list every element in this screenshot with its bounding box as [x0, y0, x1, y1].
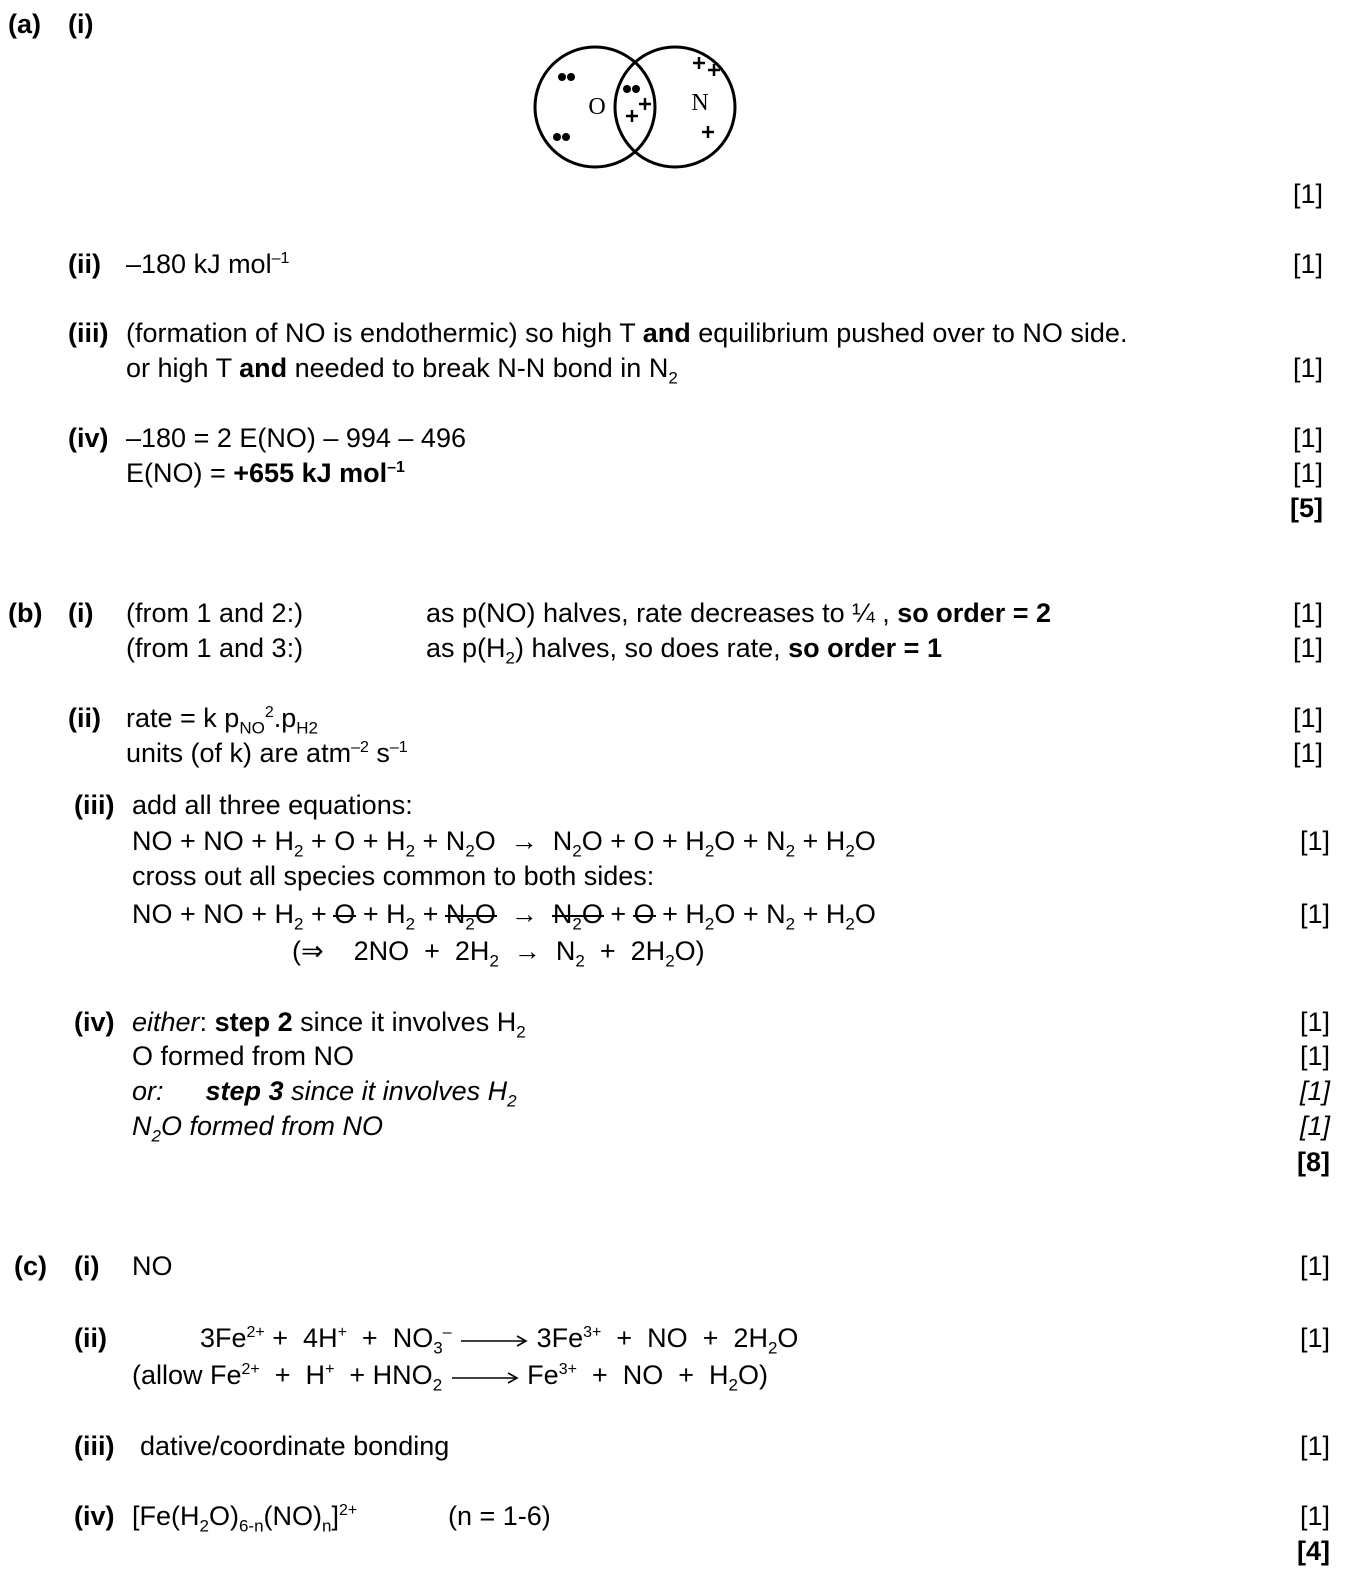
part-c-iv-mark: [1] [1299, 1501, 1330, 1531]
part-b-i-r2-source: (from 1 and 3:) [126, 633, 304, 663]
part-a-iv-line2: E(NO) = +655 kJ mol$^{-1}$ [126, 458, 405, 488]
part-b-iii-line3: cross out all species common to both sides: [132, 861, 655, 891]
part-c-iv-number: (iv) [74, 1501, 115, 1531]
part-a-ii-number: (ii) [68, 249, 101, 279]
part-b-i-r1-reason: as p(NO) halves, rate decreases to ¼ , so order = 2 [426, 598, 1052, 628]
part-a-ii-answer: –180 kJ mol$^{-1}$ [126, 249, 290, 279]
part-c-iii-answer: dative/coordinate bonding [140, 1431, 450, 1461]
part-c-ii-allow-equation: (allow $Fe^{2+} + H^+ + HNO_2$ $Fe^{3+}$ + NO + $H_2O$) [132, 1360, 768, 1395]
part-b-iv-line4: $N_2O$ formed from NO [132, 1111, 384, 1146]
part-a-ii-mark: [1] [1292, 249, 1323, 279]
nitrogen-symbol: N [691, 90, 709, 116]
part-b-iii-number: (iii) [74, 790, 115, 820]
part-c-iv-n-range: (n = 1-6) [448, 1501, 551, 1531]
part-b-total: [8] [1297, 1147, 1330, 1177]
part-c-iv-complex-formula: $[Fe(H_2O)_{6-n}(NO)_n]^{2+}$ [132, 1501, 358, 1536]
part-c-i-answer: NO [132, 1251, 173, 1281]
part-b-iii-cancelled-equation: NO + NO + $H_2 + O + H_2 + N_2O \to N_2O + O + H_2O + N_2 + H_2O$ [132, 899, 876, 934]
part-c-ii-equation: $3Fe^{2+} + 4H^+ + NO_3^-$ $3Fe^{3+}$ + NO + $2H_2O$ [200, 1323, 799, 1358]
part-a-iv-mark1: [1] [1292, 423, 1323, 453]
long-arrow-icon [450, 1361, 520, 1393]
part-c-i-number: (i) [74, 1251, 100, 1281]
part-a-iii-number: (iii) [68, 318, 109, 348]
part-b-iv-mark4: [1] [1299, 1111, 1330, 1141]
part-a-iv-number: (iv) [68, 423, 109, 453]
part-c-label: (c) [14, 1251, 47, 1281]
part-a-iv-line1: –180 = 2 E(NO) – 994 – 496 [126, 423, 466, 453]
part-a-i-number: (i) [68, 9, 94, 39]
part-b-iii-mark1: [1] [1299, 826, 1330, 856]
part-a-label: (a) [8, 9, 41, 39]
part-b-iii-sum-equation: NO + NO + $H_2 + O + H_2 + N_2O \to N_2O + O + H_2O + N_2 + H_2O$ [132, 826, 876, 861]
part-b-ii-number: (ii) [68, 703, 101, 733]
part-b-i-r2-reason: as $p(H_2)$ halves, so does rate, so order = 1 [426, 633, 942, 668]
oxygen-symbol: O [588, 94, 606, 120]
nitrogen-shell [615, 47, 735, 167]
part-b-i-mark2: [1] [1292, 633, 1323, 663]
part-b-i-mark1: [1] [1292, 598, 1323, 628]
part-b-iv-number: (iv) [74, 1007, 115, 1037]
long-arrow-icon [459, 1324, 529, 1356]
part-b-iii-overall-equation: (⇒ $2NO + 2H_2 \to N_2 + 2H_2O$) [292, 936, 705, 971]
part-a-iv-mark2: [1] [1292, 458, 1323, 488]
part-b-iv-mark3: [1] [1299, 1076, 1330, 1106]
part-c-total: [4] [1297, 1536, 1330, 1566]
part-b-ii-units: units (of k) are atm$^{-2}$ $s^{-1}$ [126, 738, 408, 768]
part-b-iv-line1: either: step 2 since it involves $H_2$ [132, 1007, 526, 1042]
part-a-i-mark: [1] [1292, 179, 1323, 209]
part-a-iii-mark: [1] [1292, 353, 1323, 383]
part-c-iii-number: (iii) [74, 1431, 115, 1461]
part-c-ii-mark: [1] [1299, 1323, 1330, 1353]
part-b-iv-mark1: [1] [1299, 1007, 1330, 1037]
part-b-iii-mark2: [1] [1299, 899, 1330, 929]
part-b-iv-mark2: [1] [1299, 1041, 1330, 1071]
part-b-iv-line2: O formed from NO [132, 1041, 355, 1071]
part-c-iii-mark: [1] [1299, 1431, 1330, 1461]
part-b-iv-line3: or: step 3 since it involves $H_2$ [132, 1076, 517, 1111]
part-b-i-number: (i) [68, 598, 94, 628]
part-c-i-mark: [1] [1299, 1251, 1330, 1281]
dot-cross-diagram [530, 40, 745, 175]
part-b-ii-mark1: [1] [1292, 703, 1323, 733]
part-a-total: [5] [1290, 493, 1323, 523]
part-b-ii-rate: rate = k $p_{NO}^2.p_{H2}$ [126, 703, 318, 738]
part-a-iii-line2: or high T and needed to break N-N bond in $N_2$ [126, 353, 678, 388]
part-b-i-r1-source: (from 1 and 2:) [126, 598, 304, 628]
part-b-ii-mark2: [1] [1292, 738, 1323, 768]
part-a-iii-line1: (formation of NO is endothermic) so high T and equilibrium pushed over to NO side. [126, 318, 1128, 348]
part-b-label: (b) [8, 598, 43, 628]
part-b-iii-line1: add all three equations: [132, 790, 413, 820]
part-c-ii-number: (ii) [74, 1323, 107, 1353]
